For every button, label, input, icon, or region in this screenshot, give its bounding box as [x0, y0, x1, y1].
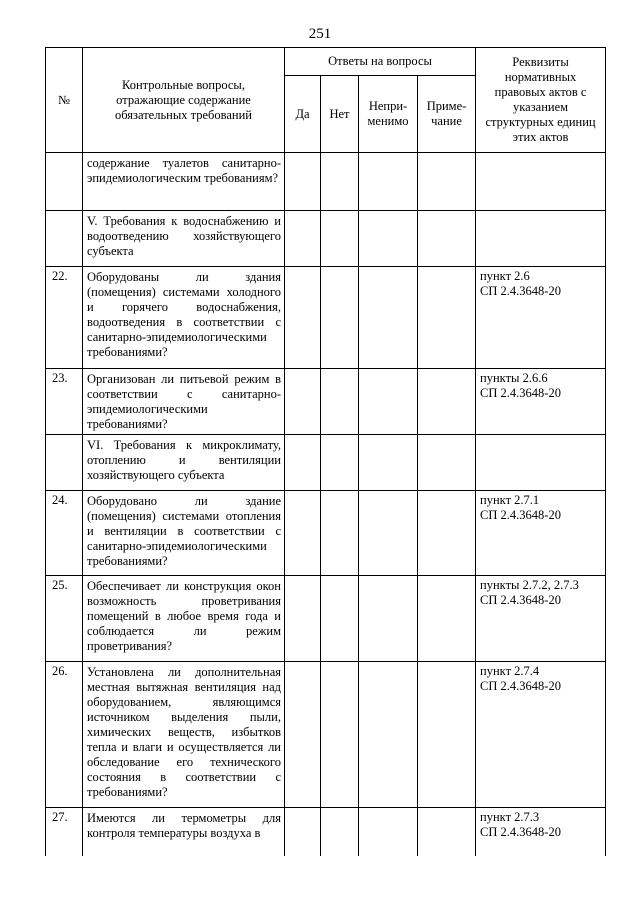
table-row: [46, 576, 606, 662]
requisites-cell: пункт 2.7.1 СП 2.4.3648-20: [476, 491, 606, 576]
answer-note-cell[interactable]: [418, 369, 476, 435]
question-text: Имеются ли термометры для контроля температуры воздуха в: [83, 808, 285, 856]
table-row: [46, 491, 606, 576]
answer-no-cell[interactable]: [321, 662, 359, 808]
question-text: Оборудовано ли здание (помещения) системами отопления и вентиляции в соответствии с санитарно-эпидемиологическими требованиями?: [83, 491, 285, 576]
answer-na-cell[interactable]: [359, 153, 418, 211]
header-requisites: Реквизиты нормативных правовых актов с указанием структурных единиц этих актов: [476, 48, 606, 153]
answer-note-cell[interactable]: [418, 267, 476, 369]
row-number: 27.: [46, 808, 83, 856]
answer-na-cell[interactable]: [359, 808, 418, 856]
question-text: содержание туалетов санитарно-эпидемиологическим требованиям?: [83, 153, 285, 211]
page-bottom-margin: [0, 880, 640, 905]
table-row: [46, 808, 606, 856]
row-number: 24.: [46, 491, 83, 576]
answer-yes-cell[interactable]: [285, 576, 321, 662]
answer-yes-cell[interactable]: [285, 491, 321, 576]
header-row-1: [46, 48, 606, 76]
requisites-cell: [476, 211, 606, 267]
answer-yes-cell[interactable]: [285, 369, 321, 435]
row-number: 22.: [46, 267, 83, 369]
section-title: VI. Требования к микроклимату, отоплению и вентиляции хозяйствующего субъекта: [83, 435, 285, 491]
question-text: Установлена ли дополнительная местная вытяжная вентиляция над оборудованием, являющимся источником выделения пыли, химических веществ, избытков тепла и влаги и осуществляется ли обследование его технического состояния в соответствии с требованиями?: [83, 662, 285, 808]
answer-na-cell[interactable]: [359, 491, 418, 576]
requisites-cell: [476, 153, 606, 211]
question-text: Организован ли питьевой режим в соответствии с санитарно-эпидемиологическими требованиями?: [83, 369, 285, 435]
header-no: Нет: [321, 76, 359, 153]
answer-note-cell[interactable]: [418, 662, 476, 808]
row-number: [46, 435, 83, 491]
table-row: [46, 369, 606, 435]
answer-no-cell[interactable]: [321, 267, 359, 369]
table-row: [46, 267, 606, 369]
requisites-cell: пункт 2.7.3 СП 2.4.3648-20: [476, 808, 606, 856]
row-number: 26.: [46, 662, 83, 808]
header-yes: Да: [285, 76, 321, 153]
question-text: Оборудованы ли здания (помещения) системами холодного и горячего водоснабжения, водоотведения в соответствии с санитарно-эпидемиологическими требованиями?: [83, 267, 285, 369]
requisites-cell: пункты 2.7.2, 2.7.3 СП 2.4.3648-20: [476, 576, 606, 662]
answer-no-cell[interactable]: [321, 808, 359, 856]
header-num: №: [46, 48, 83, 153]
table-row: [46, 662, 606, 808]
checklist-table: [45, 47, 606, 856]
requisites-cell: пункты 2.6.6 СП 2.4.3648-20: [476, 369, 606, 435]
answer-na-cell[interactable]: [359, 267, 418, 369]
row-number: [46, 153, 83, 211]
header-answers: Ответы на вопросы: [285, 48, 476, 76]
answer-yes-cell[interactable]: [285, 808, 321, 856]
row-number: [46, 211, 83, 267]
section-row: [46, 435, 606, 491]
section-row: [46, 211, 606, 267]
answer-note-cell[interactable]: [418, 153, 476, 211]
page-number: 251: [308, 26, 332, 42]
answer-na-cell[interactable]: [359, 576, 418, 662]
requisites-cell: [476, 435, 606, 491]
section-title: V. Требования к водоснабжению и водоотведению хозяйствующего субъекта: [83, 211, 285, 267]
answer-no-cell[interactable]: [321, 491, 359, 576]
answer-no-cell[interactable]: [321, 576, 359, 662]
answer-note-cell[interactable]: [418, 576, 476, 662]
question-text: Обеспечивает ли конструкция окон возможность проветривания помещений в любое время года и соблюдается ли режим проветривания?: [83, 576, 285, 662]
answer-note-cell[interactable]: [418, 491, 476, 576]
answer-yes-cell[interactable]: [285, 153, 321, 211]
answer-na-cell[interactable]: [359, 369, 418, 435]
table-row: [46, 153, 606, 211]
row-number: 25.: [46, 576, 83, 662]
answer-yes-cell[interactable]: [285, 662, 321, 808]
header-na: Непри-менимо: [359, 76, 418, 153]
header-questions: Контрольные вопросы, отражающие содержание обязательных требований: [83, 48, 285, 153]
answer-no-cell[interactable]: [321, 153, 359, 211]
answer-no-cell[interactable]: [321, 369, 359, 435]
header-note: Приме-чание: [418, 76, 476, 153]
answer-na-cell[interactable]: [359, 662, 418, 808]
answer-note-cell[interactable]: [418, 808, 476, 856]
requisites-cell: пункт 2.6 СП 2.4.3648-20: [476, 267, 606, 369]
row-number: 23.: [46, 369, 83, 435]
requisites-cell: пункт 2.7.4 СП 2.4.3648-20: [476, 662, 606, 808]
answer-yes-cell[interactable]: [285, 267, 321, 369]
